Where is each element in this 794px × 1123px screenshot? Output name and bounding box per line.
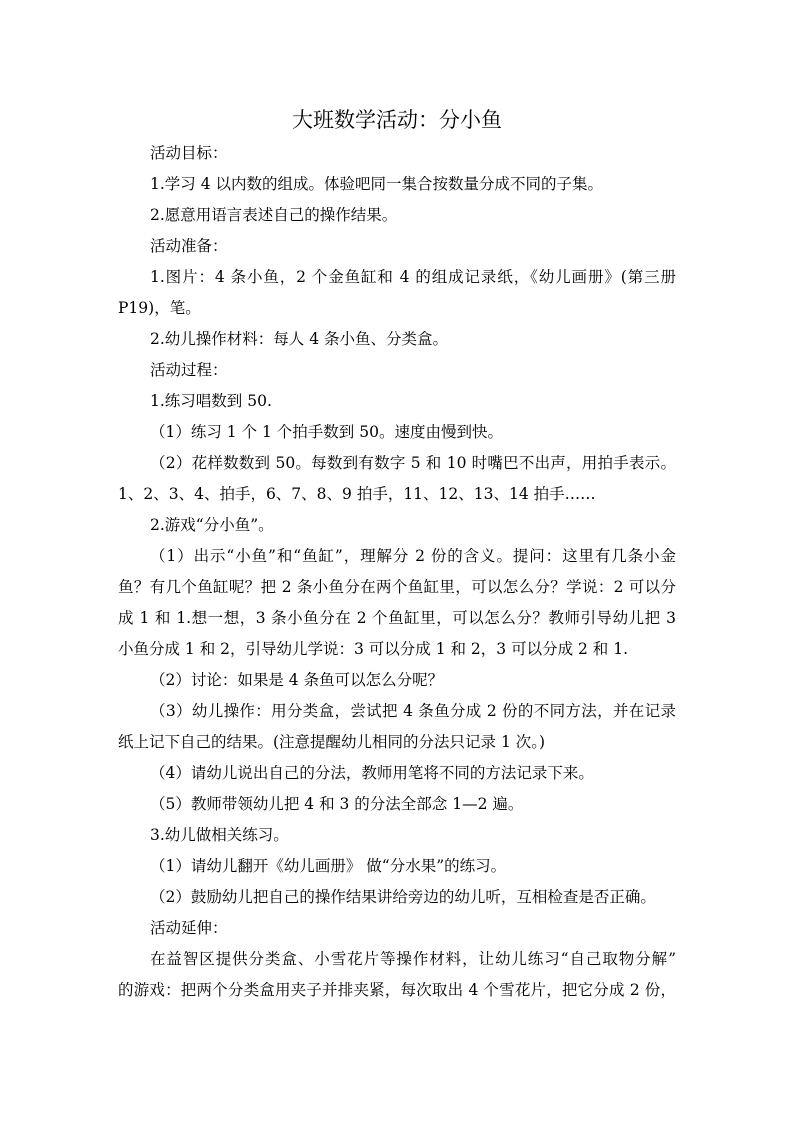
- paragraph-line: 2.幼儿操作材料：每人 4 条小鱼、分类盒。: [150, 330, 449, 348]
- page-title: 大班数学活动：分小鱼: [292, 108, 502, 132]
- paragraph-line: 的游戏：把两个分类盒用夹子并排夹紧，每次取出 4 个雪花片，把它分成 2 份，: [118, 981, 676, 999]
- paragraph-line: 1.学习 4 以内数的组成。体验吧同一集合按数量分成不同的子集。: [150, 175, 604, 193]
- paragraph-line: （2）讨论：如果是 4 条鱼可以怎么分呢？: [150, 671, 444, 689]
- paragraph-line: 2.游戏“分小鱼”。: [150, 516, 274, 534]
- paragraph-line: （5）教师带领幼儿把 4 和 3 的分法全部念 1—2 遍。: [150, 795, 524, 813]
- paragraph-line: （2）花样数数到 50。每数到有数字 5 和 10 时嘴巴不出声，用拍手表示。: [150, 454, 676, 472]
- paragraph-line: 1.练习唱数到 50.: [150, 392, 272, 410]
- section-heading-prep: 活动准备：: [150, 237, 228, 255]
- paragraph-line: （1）请幼儿翻开《幼儿画册》 做“分水果”的练习。: [150, 857, 507, 875]
- paragraph-line: 2.愿意用语言表述自己的操作结果。: [150, 206, 398, 224]
- paragraph-line: 3.幼儿做相关练习。: [150, 826, 289, 844]
- section-heading-extension: 活动延伸：: [150, 919, 228, 937]
- paragraph-line: 1、2、3、4、拍手，6、7、8、9 拍手，11、12、13、14 拍手……: [118, 485, 596, 503]
- paragraph-line: P19)，笔。: [118, 299, 201, 317]
- section-heading-goals: 活动目标：: [150, 144, 228, 162]
- paragraph-line: （4）请幼儿说出自己的分法，教师用笔将不同的方法记录下来。: [150, 764, 594, 782]
- paragraph-line: （2）鼓励幼儿把自己的操作结果讲给旁边的幼儿听，互相检查是否正确。: [150, 888, 656, 906]
- paragraph-line: （3）幼儿操作：用分类盒，尝试把 4 条鱼分成 2 份的不同方法，并在记录: [150, 702, 676, 720]
- paragraph-line: 鱼？有几个鱼缸呢？把 2 条小鱼分在两个鱼缸里，可以怎么分？学说：2 可以分: [118, 578, 676, 596]
- paragraph-line: 成 1 和 1.想一想，3 条小鱼分在 2 个鱼缸里，可以怎么分？教师引导幼儿把 3: [118, 609, 676, 627]
- paragraph-line: （1）练习 1 个 1 个拍手数到 50。速度由慢到快。: [150, 423, 503, 441]
- section-heading-process: 活动过程：: [150, 361, 228, 379]
- paragraph-line: 在益智区提供分类盒、小雪花片等操作材料，让幼儿练习“自己取物分解”: [150, 950, 676, 968]
- paragraph-line: （1）出示“小鱼”和“鱼缸”，理解分 2 份的含义。提问：这里有几条小金: [150, 547, 676, 565]
- paragraph-line: 小鱼分成 1 和 2，引导幼儿学说：3 可以分成 1 和 2，3 可以分成 2 和 1.: [118, 640, 629, 658]
- paragraph-line: 1.图片：4 条小鱼，2 个金鱼缸和 4 的组成记录纸，《幼儿画册》(第三册: [150, 268, 676, 286]
- paragraph-line: 纸上记下自己的结果。(注意提醒幼儿相同的分法只记录 1 次。): [118, 733, 546, 751]
